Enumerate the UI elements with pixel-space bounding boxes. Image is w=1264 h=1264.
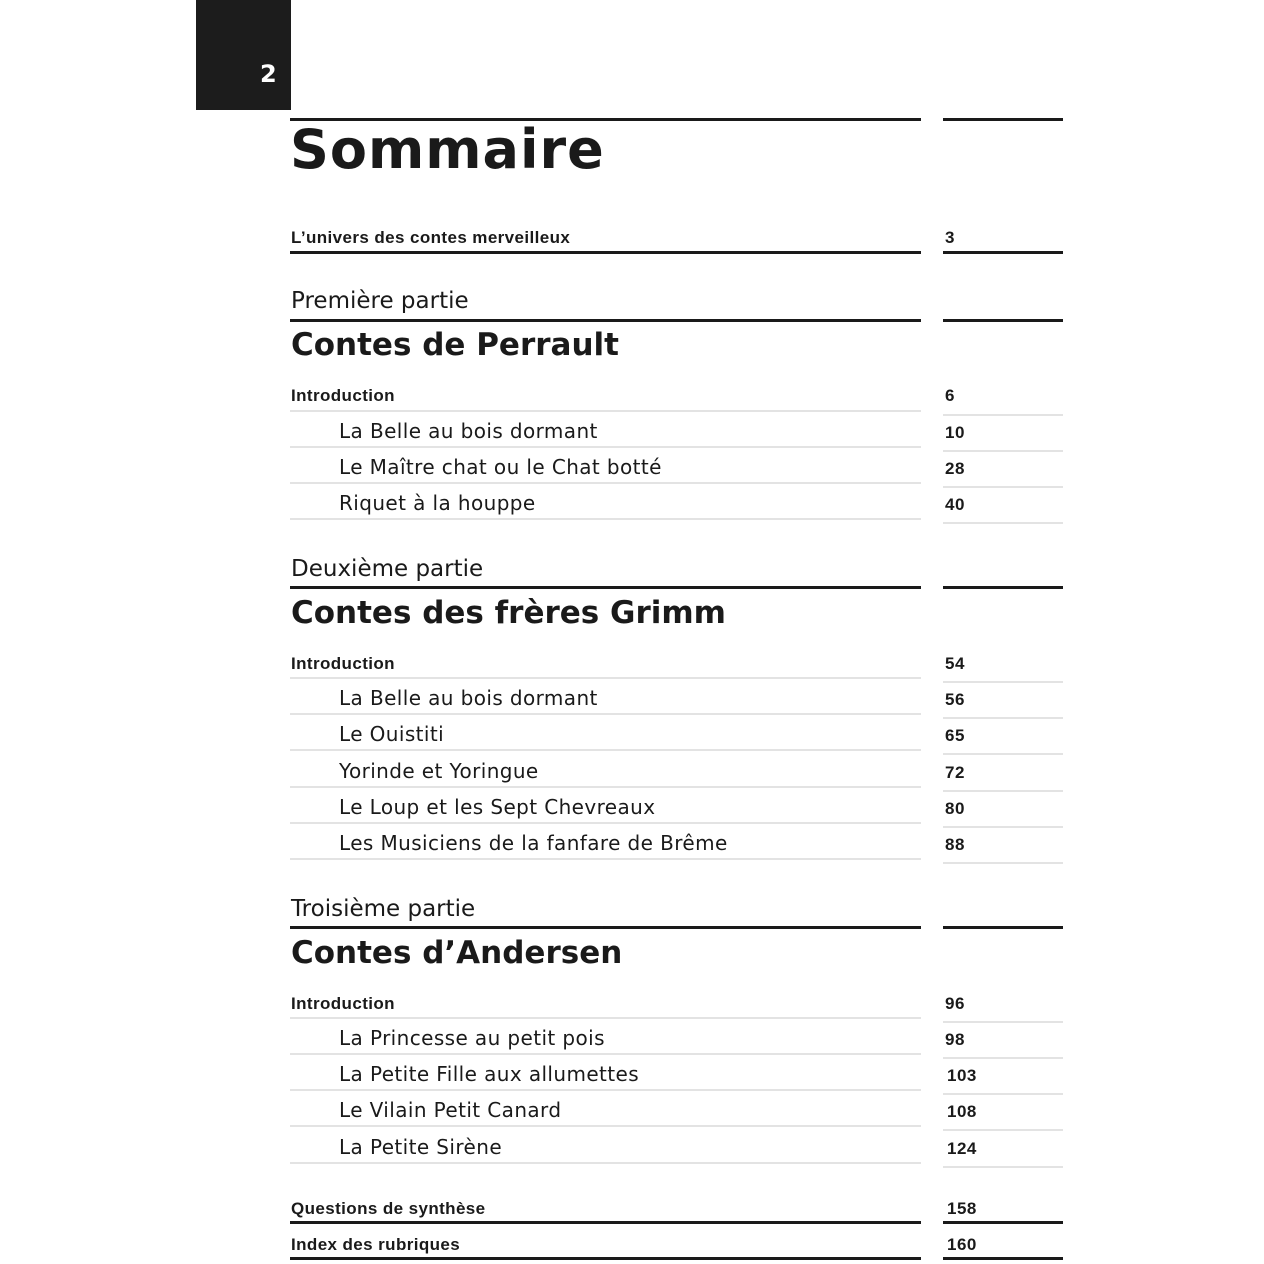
title-rule-right — [943, 118, 1063, 121]
row-divider — [943, 862, 1063, 864]
part-2-item-3[interactable]: Yorinde et Yoringue — [339, 759, 539, 783]
intro-rule-left — [290, 251, 921, 254]
part-1-item-3-page: 40 — [945, 495, 965, 514]
row-divider — [943, 790, 1063, 792]
part-3-item-2[interactable]: La Petite Fille aux allumettes — [339, 1062, 640, 1086]
part-1-item-2[interactable]: Le Maître chat ou le Chat botté — [339, 455, 662, 479]
part-1-rule-left — [290, 319, 921, 322]
part-2-item-4[interactable]: Le Loup et les Sept Chevreaux — [339, 795, 656, 819]
row-divider — [943, 486, 1063, 488]
row-divider — [290, 446, 921, 448]
row-divider — [943, 681, 1063, 683]
intro-rule-right — [943, 251, 1063, 254]
part-1-intro-label[interactable]: Introduction — [291, 386, 395, 405]
row-divider — [290, 822, 921, 824]
part-2-item-4-page: 80 — [945, 799, 965, 818]
toc-index-label[interactable]: Index des rubriques — [291, 1235, 461, 1254]
synthesis-rule-right — [943, 1221, 1063, 1224]
part-3-intro-page: 96 — [945, 994, 965, 1013]
part-1-rule-right — [943, 319, 1063, 322]
part-3-intro-label[interactable]: Introduction — [291, 994, 395, 1013]
row-divider — [290, 1017, 921, 1019]
synthesis-rule-left — [290, 1221, 921, 1224]
row-divider — [290, 410, 921, 412]
part-1-title: Contes de Perrault — [291, 327, 619, 363]
part-3-item-2-page: 103 — [947, 1066, 977, 1085]
page-number-badge — [196, 0, 291, 110]
page-number: 2 — [260, 60, 277, 88]
part-1-item-1-page: 10 — [945, 423, 965, 442]
part-2-item-1[interactable]: La Belle au bois dormant — [339, 686, 598, 710]
part-2-rule-right — [943, 586, 1063, 589]
row-divider — [290, 482, 921, 484]
part-3-label: Troisième partie — [291, 896, 476, 922]
part-3-item-4[interactable]: La Petite Sirène — [339, 1135, 503, 1159]
page-title: Sommaire — [290, 118, 605, 181]
toc-synthesis-page: 158 — [947, 1199, 977, 1218]
part-2-item-3-page: 72 — [945, 763, 965, 782]
part-2-item-1-page: 56 — [945, 690, 965, 709]
part-2-rule-left — [290, 586, 921, 589]
row-divider — [290, 713, 921, 715]
part-3-item-4-page: 124 — [947, 1139, 977, 1158]
part-1-item-1[interactable]: La Belle au bois dormant — [339, 419, 598, 443]
row-divider — [943, 450, 1063, 452]
part-3-item-3[interactable]: Le Vilain Petit Canard — [339, 1098, 562, 1122]
part-1-label: Première partie — [291, 288, 469, 314]
row-divider — [290, 1125, 921, 1127]
part-3-title: Contes d’Andersen — [291, 935, 623, 971]
row-divider — [943, 717, 1063, 719]
part-3-rule-left — [290, 926, 921, 929]
index-rule-left — [290, 1257, 921, 1260]
part-3-item-1-page: 98 — [945, 1030, 965, 1049]
toc-synthesis-label[interactable]: Questions de synthèse — [291, 1199, 486, 1218]
row-divider — [943, 1057, 1063, 1059]
row-divider — [943, 522, 1063, 524]
row-divider — [943, 1129, 1063, 1131]
part-2-item-5[interactable]: Les Musiciens de la fanfare de Brême — [339, 831, 728, 855]
part-2-item-5-page: 88 — [945, 835, 965, 854]
row-divider — [290, 1089, 921, 1091]
row-divider — [290, 1053, 921, 1055]
part-2-title: Contes des frères Grimm — [291, 595, 726, 631]
row-divider — [290, 858, 921, 860]
row-divider — [290, 786, 921, 788]
part-3-rule-right — [943, 926, 1063, 929]
part-1-item-2-page: 28 — [945, 459, 965, 478]
part-3-item-3-page: 108 — [947, 1102, 977, 1121]
row-divider — [290, 749, 921, 751]
row-divider — [943, 1021, 1063, 1023]
part-2-label: Deuxième partie — [291, 556, 484, 582]
toc-intro-page: 3 — [945, 228, 955, 247]
part-2-intro-label[interactable]: Introduction — [291, 654, 395, 673]
toc-index-page: 160 — [947, 1235, 977, 1254]
row-divider — [943, 1166, 1063, 1168]
row-divider — [290, 518, 921, 520]
part-2-item-2[interactable]: Le Ouistiti — [339, 722, 445, 746]
part-1-intro-page: 6 — [945, 386, 955, 405]
part-3-item-1[interactable]: La Princesse au petit pois — [339, 1026, 605, 1050]
toc-intro-label[interactable]: L’univers des contes merveilleux — [291, 228, 571, 247]
row-divider — [943, 826, 1063, 828]
part-2-intro-page: 54 — [945, 654, 965, 673]
row-divider — [943, 414, 1063, 416]
row-divider — [290, 1162, 921, 1164]
index-rule-right — [943, 1257, 1063, 1260]
part-1-item-3[interactable]: Riquet à la houppe — [339, 491, 536, 515]
row-divider — [290, 677, 921, 679]
part-2-item-2-page: 65 — [945, 726, 965, 745]
row-divider — [943, 753, 1063, 755]
row-divider — [943, 1093, 1063, 1095]
